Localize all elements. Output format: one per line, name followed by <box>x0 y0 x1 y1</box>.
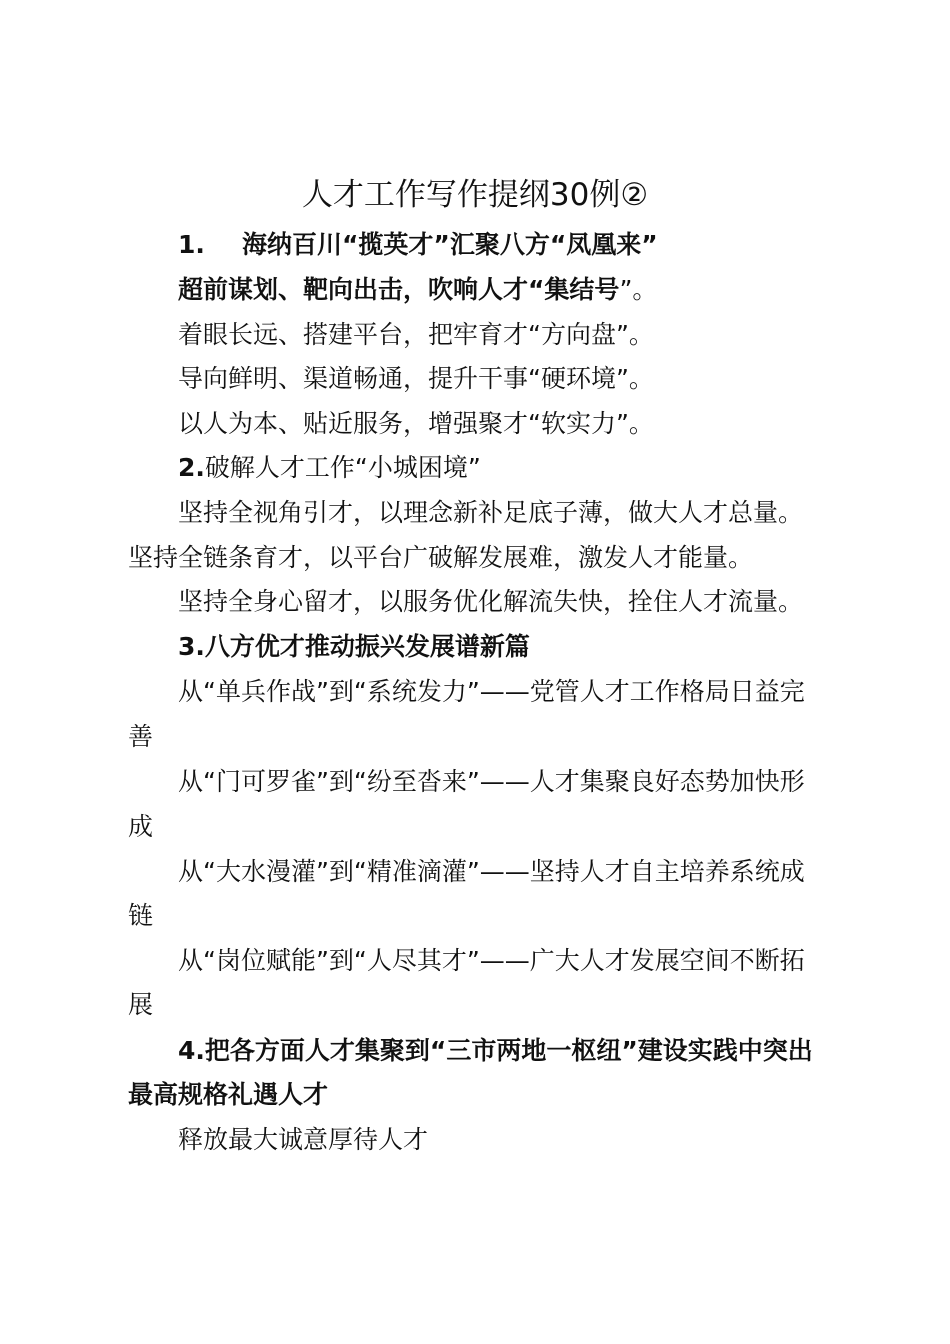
section-4-heading-text: 把各方面人才集聚到“三市两地一枢纽”建设实践中突出 <box>204 1036 813 1065</box>
section-2-number: 2. <box>178 453 205 482</box>
section-3-item-2-line2: 成 <box>128 812 154 841</box>
section-3-item-4-line1: 从“岗位赋能”到“人尽其才”——广大人才发展空间不断拓 <box>178 946 805 975</box>
section-3-item-1-line2: 善 <box>128 722 154 751</box>
section-4-number: 4. <box>178 1036 205 1065</box>
section-2-item-1: 坚持全视角引才，以理念新补足底子薄，做大人才总量。 <box>178 498 804 527</box>
section-1-heading <box>178 223 833 267</box>
section-1-item-3: 导向鲜明、渠道畅通，提升干事“硬环境”。 <box>178 364 654 393</box>
section-3-item-3-line2: 链 <box>128 901 154 930</box>
section-1-number: 1. <box>178 230 205 259</box>
section-1-item-4: 以人为本、贴近服务，增强聚才“软实力”。 <box>178 409 654 438</box>
section-4-heading-line1 <box>178 1029 833 1073</box>
section-1-heading-text: 海纳百川“揽英才”汇聚八方“凤凰来” <box>242 230 658 259</box>
section-2-heading-text: 破解人才工作“小城困境” <box>204 453 481 482</box>
section-4-item-1: 释放最大诚意厚待人才 <box>178 1125 429 1154</box>
section-1-item-1-bold: 超前谋划、靶向出击，吹响人才“集结号 <box>178 275 620 304</box>
section-3-item-3-line1: 从“大水漫灌”到“精准滴灌”——坚持人才自主培养系统成 <box>178 857 805 886</box>
page-title: 人才工作写作提纲30例② <box>301 177 649 213</box>
section-3-heading-text: 八方优才推动振兴发展谱新篇 <box>204 632 530 661</box>
section-1-item-1 <box>178 268 833 312</box>
section-3-heading <box>178 625 833 669</box>
section-3-item-1-line1: 从“单兵作战”到“系统发力”——党管人才工作格局日益完 <box>178 677 805 706</box>
section-4-heading-line2: 最高规格礼遇人才 <box>128 1080 329 1109</box>
section-1-item-2: 着眼长远、搭建平台，把牢育才“方向盘”。 <box>178 320 654 349</box>
section-3-number: 3. <box>178 632 205 661</box>
section-2-item-2: 坚持全链条育才，以平台广破解发展难，激发人才能量。 <box>128 543 754 572</box>
section-1-item-1-tail: ”。 <box>619 275 658 304</box>
section-2-heading <box>178 446 833 490</box>
section-3-item-4-line2: 展 <box>128 990 154 1019</box>
section-3-item-2-line1: 从“门可罗雀”到“纷至沓来”——人才集聚良好态势加快形 <box>178 767 805 796</box>
section-2-item-3: 坚持全身心留才，以服务优化解流失快，拴住人才流量。 <box>178 587 804 616</box>
